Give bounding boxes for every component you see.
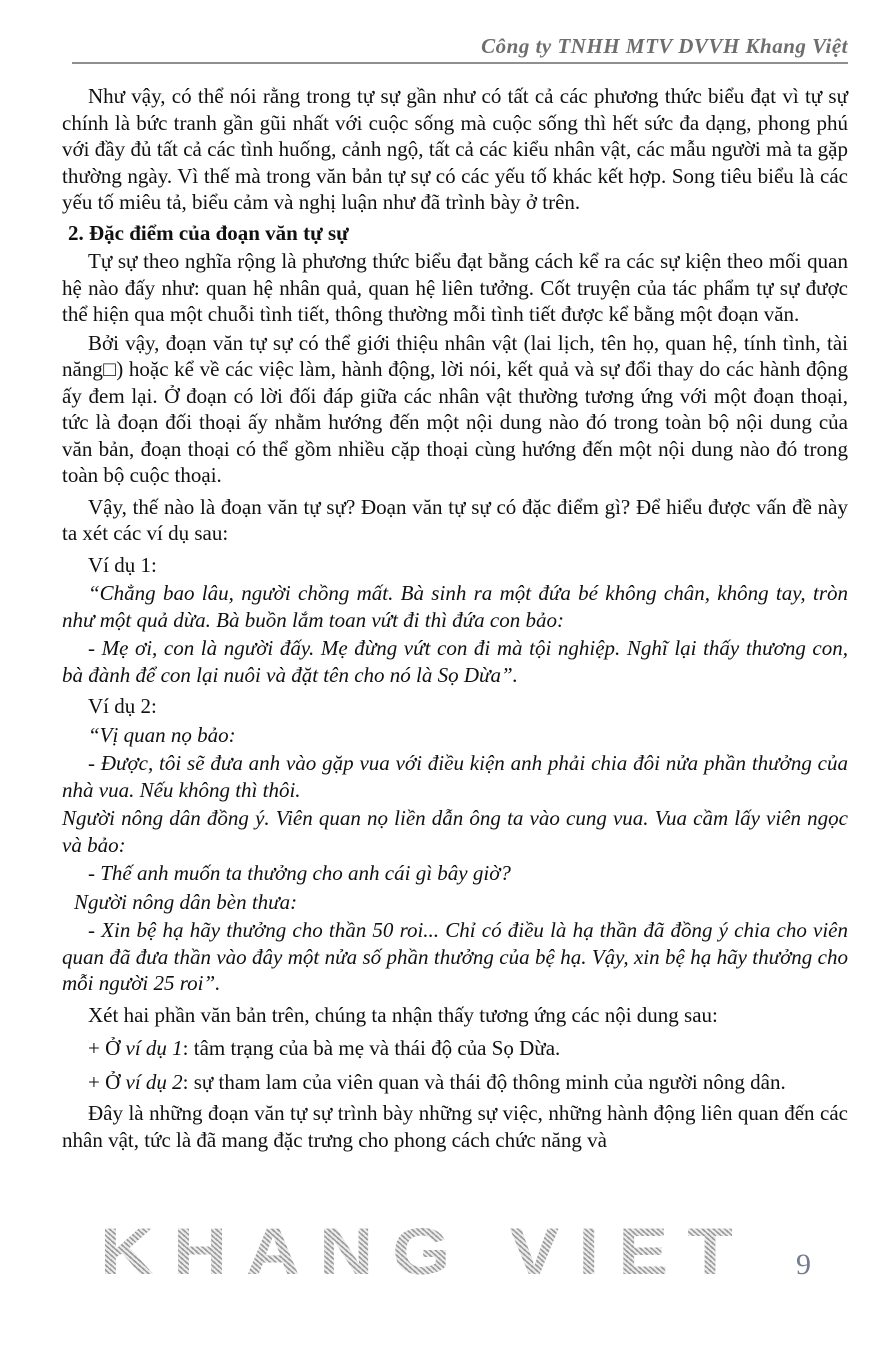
example2-quote-3: Người nông dân đồng ý. Viên quan nọ liền dẫn ông ta vào cung vua. Vua cầm lấy viên ngọc và bảo:	[62, 806, 848, 857]
bullet2-text: : sự tham lam của viên quan và thái độ thông minh của người nông dân.	[182, 1069, 786, 1094]
bullet2-italic-label: ví dụ 2	[125, 1069, 183, 1094]
khang-viet-watermark: KHANG VIET	[100, 1212, 752, 1291]
bullet1-prefix: + Ở	[88, 1036, 126, 1060]
example2-label: Ví dụ 2:	[88, 694, 157, 718]
example1-quote-1: “Chẳng bao lâu, người chồng mất. Bà sinh ra một đứa bé không chân, không tay, tròn như một quả dừa. Bà buồn lắm toan vứt đi thì đứa con bảo:	[62, 581, 848, 632]
bullet-example-2	[62, 1069, 848, 1096]
paragraph-closing: Đây là những đoạn văn tự sự trình bày những sự việc, những hành động liên quan đến các nhân vật, tức là đã mang đặc trưng cho phong cách chức năng và	[62, 1101, 848, 1152]
section-heading-2: 2. Đặc điểm của đoạn văn tự sự	[68, 220, 349, 245]
example1-label: Ví dụ 1:	[88, 552, 157, 577]
paragraph-dacdiem-2: Bởi vậy, đoạn văn tự sự có thể giới thiệu nhân vật (lai lịch, tên họ, quan hệ, tính tình, tài năng□) hoặc kể về các việc làm, hành động, lời nói, kết quả và sự đổi thay do các hành động ấy đem lại. Ở đoạn có lời đối đáp giữa các nhân vật thường tương ứng với một đoạn thoại, tức là đoạn đối thoại ấy nhằm hướng đến một nội dung nào đó trong toàn bộ nội dung của văn bản, đoạn thoại có thể gồm nhiều cặp thoại cùng hướng đến một nội dung nào đó trong toàn bộ cuộc thoại.	[62, 330, 848, 487]
bullet1-italic-label: ví dụ 1	[125, 1036, 183, 1060]
header-divider	[72, 62, 848, 64]
example2-quote-2: - Được, tôi sẽ đưa anh vào gặp vua với điều kiện anh phải chia đôi nửa phần thưởng của nhà vua. Nếu không thì thôi.	[62, 751, 848, 802]
example1-quote-2: - Mẹ ơi, con là người đấy. Mẹ đừng vứt con đi mà tội nghiệp. Nghĩ lại thấy thương con, bà đành để con lại nuôi và đặt tên cho nó là Sọ Dừa”.	[62, 636, 848, 687]
example2-quote-6: - Xin bệ hạ hãy thưởng cho thần 50 roi... Chỉ có điều là hạ thần đã đồng ý chia cho viên quan đã đưa thần vào đây một nửa số phần thưởng của bệ hạ. Vậy, xin bệ hạ hãy thưởng cho mỗi người 25 roi”.	[62, 918, 848, 995]
paragraph-xet: Xét hai phần văn bản trên, chúng ta nhận thấy tương ứng các nội dung sau:	[88, 1002, 718, 1027]
paragraph-dacdiem-1: Tự sự theo nghĩa rộng là phương thức biểu đạt bằng cách kể ra các sự kiện theo mối quan hệ nào đấy như: quan hệ nhân quả, quan hệ liên tưởng. Cốt truyện của tác phẩm tự sự được thể hiện qua một chuỗi tình tiết, thông thường mỗi tình tiết được kể bằng một đoạn văn.	[62, 249, 848, 326]
bullet1-text: : tâm trạng của bà mẹ và thái độ của Sọ Dừa.	[182, 1036, 561, 1060]
page-body	[62, 83, 848, 1153]
example2-quote-5: Người nông dân bèn thưa:	[74, 889, 298, 914]
page-header-company: Công ty TNHH MTV DVVH Khang Việt	[481, 34, 848, 58]
page-number: 9	[796, 1248, 811, 1281]
example2-quote-4: - Thế anh muốn ta thưởng cho anh cái gì bây giờ?	[88, 861, 511, 885]
paragraph-intro: Như vậy, có thể nói rằng trong tự sự gần như có tất cả các phương thức biểu đạt vì tự sự chính là bức tranh gần gũi nhất với cuộc sống mà cuộc sống thì hết sức đa dạng, phong phú với đầy đủ tất cả các tình huống, cảnh ngộ, tất cả các kiểu nhân vật, các mẫu người mà ta gặp thường ngày. Vì thế mà trong văn bản tự sự có các yếu tố khác kết hợp. Song tiêu biểu là các yếu tố miêu tả, biểu cảm và nghị luận như đã trình bày ở trên.	[62, 84, 848, 214]
example2-quote-1: “Vị quan nọ bảo:	[88, 722, 236, 747]
bullet-example-1	[62, 1035, 848, 1062]
bullet2-prefix: + Ở	[88, 1069, 126, 1094]
paragraph-question: Vậy, thế nào là đoạn văn tự sự? Đoạn văn tự sự có đặc điểm gì? Để hiểu được vấn đề này ta xét các ví dụ sau:	[62, 494, 848, 545]
